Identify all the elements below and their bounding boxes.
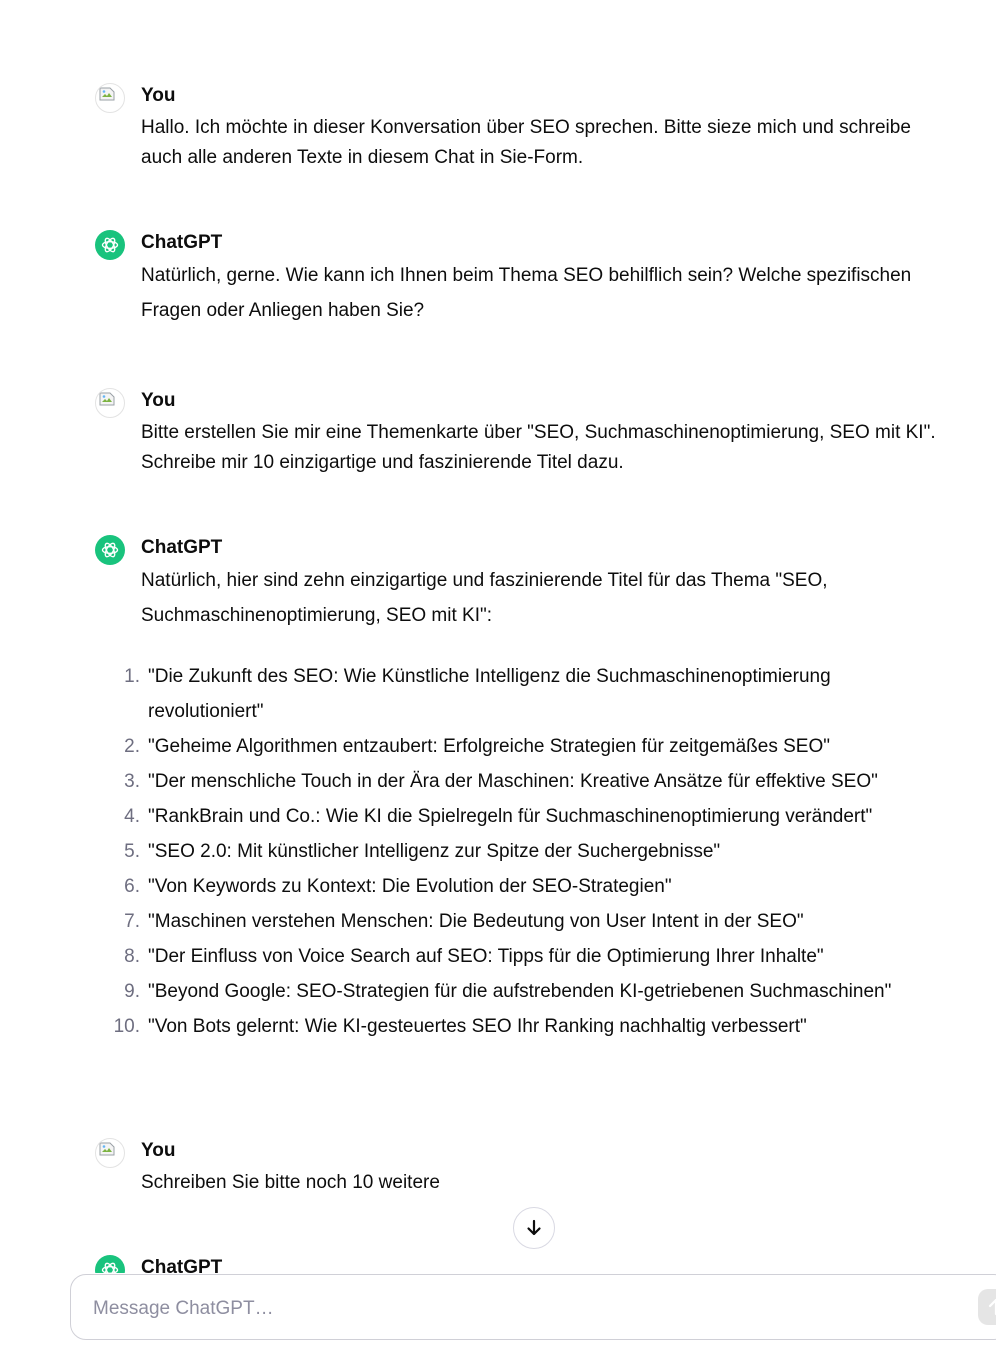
list-number: 6. bbox=[124, 876, 140, 897]
message-user bbox=[95, 1138, 935, 1208]
list-number: 3. bbox=[124, 771, 140, 792]
message-input[interactable] bbox=[91, 1293, 955, 1325]
list-item bbox=[0, 834, 918, 869]
message-text: Natürlich, hier sind zehn einzigartige und faszinierende Titel für das Thema "SEO, Suchmaschinenoptimierung, SEO mit KI": bbox=[141, 570, 828, 626]
list-item-text: "Der Einfluss von Voice Search auf SEO: Tipps für die Optimierung Ihrer Inhalte" bbox=[148, 946, 824, 967]
list-item bbox=[0, 1009, 918, 1044]
sender-name: You bbox=[141, 85, 176, 106]
send-button[interactable] bbox=[978, 1289, 996, 1325]
list-number: 5. bbox=[124, 841, 140, 862]
sender-name: ChatGPT bbox=[141, 537, 223, 558]
broken-image-icon bbox=[99, 392, 115, 406]
message-text: Natürlich, gerne. Wie kann ich Ihnen beim Thema SEO behilflich sein? Welche spezifischen Fragen oder Anliegen haben Sie? bbox=[141, 265, 912, 321]
assistant-avatar bbox=[95, 1255, 125, 1273]
message-composer bbox=[70, 1274, 996, 1340]
list-number: 2. bbox=[124, 736, 140, 757]
sender-name: You bbox=[141, 390, 176, 411]
scroll-to-bottom-button[interactable] bbox=[513, 1207, 555, 1249]
list-number: 1. bbox=[124, 666, 140, 687]
list-number: 8. bbox=[124, 946, 140, 967]
list-item bbox=[0, 659, 918, 729]
list-item-text: "Beyond Google: SEO-Strategien für die aufstrebenden KI-getriebenen Suchmaschinen" bbox=[148, 981, 892, 1002]
list-number: 10. bbox=[113, 1016, 140, 1037]
broken-image-icon bbox=[99, 87, 115, 101]
list-item bbox=[0, 904, 918, 939]
message-text: Schreiben Sie bitte noch 10 weitere bbox=[141, 1172, 440, 1193]
list-number: 7. bbox=[124, 911, 140, 932]
title-list bbox=[0, 659, 900, 1044]
message-text: Hallo. Ich möchte in dieser Konversation über SEO sprechen. Bitte sieze mich und schreibe auch alle anderen Texte in diesem Chat in Sie-Form. bbox=[141, 117, 911, 168]
list-item bbox=[0, 764, 918, 799]
list-item bbox=[0, 799, 918, 834]
user-avatar bbox=[95, 1138, 125, 1168]
openai-logo-icon bbox=[100, 1260, 120, 1273]
list-item bbox=[0, 939, 918, 974]
sender-name: You bbox=[141, 1140, 176, 1161]
message-user bbox=[95, 388, 935, 488]
broken-image-icon bbox=[99, 1142, 115, 1156]
list-item-text: "Geheime Algorithmen entzaubert: Erfolgreiche Strategien für zeitgemäßes SEO" bbox=[148, 736, 830, 757]
openai-logo-icon bbox=[100, 540, 120, 560]
list-item bbox=[0, 869, 918, 904]
list-number: 9. bbox=[124, 981, 140, 1002]
assistant-avatar bbox=[95, 535, 125, 565]
user-avatar bbox=[95, 388, 125, 418]
message-assistant bbox=[95, 230, 935, 340]
sender-name: ChatGPT bbox=[141, 1257, 223, 1273]
message-assistant bbox=[95, 1255, 935, 1273]
sender-name: ChatGPT bbox=[141, 232, 223, 253]
list-item-text: "Die Zukunft des SEO: Wie Künstliche Intelligenz die Suchmaschinenoptimierung revolutioniert" bbox=[148, 666, 831, 722]
send-arrow-icon bbox=[978, 1289, 996, 1325]
openai-logo-icon bbox=[100, 235, 120, 255]
list-item-text: "Der menschliche Touch in der Ära der Maschinen: Kreative Ansätze für effektive SEO" bbox=[148, 771, 878, 792]
list-item bbox=[0, 974, 918, 1009]
list-item-text: "SEO 2.0: Mit künstlicher Intelligenz zur Spitze der Suchergebnisse" bbox=[148, 841, 721, 862]
list-number: 4. bbox=[124, 806, 140, 827]
message-text: Bitte erstellen Sie mir eine Themenkarte über "SEO, Suchmaschinenoptimierung, SEO mit KI". Schreibe mir 10 einzigartige und faszinierende Titel dazu. bbox=[141, 422, 936, 473]
message-user bbox=[95, 83, 935, 183]
arrow-down-icon bbox=[524, 1218, 544, 1238]
list-item-text: "Maschinen verstehen Menschen: Die Bedeutung von User Intent in der SEO" bbox=[148, 911, 804, 932]
user-avatar bbox=[95, 83, 125, 113]
list-item-text: "Von Keywords zu Kontext: Die Evolution der SEO-Strategien" bbox=[148, 876, 672, 897]
assistant-avatar bbox=[95, 230, 125, 260]
list-item-text: "Von Bots gelernt: Wie KI-gesteuertes SEO Ihr Ranking nachhaltig verbessert" bbox=[148, 1016, 807, 1037]
list-item bbox=[0, 729, 918, 764]
list-item-text: "RankBrain und Co.: Wie KI die Spielregeln für Suchmaschinenoptimierung verändert" bbox=[148, 806, 873, 827]
